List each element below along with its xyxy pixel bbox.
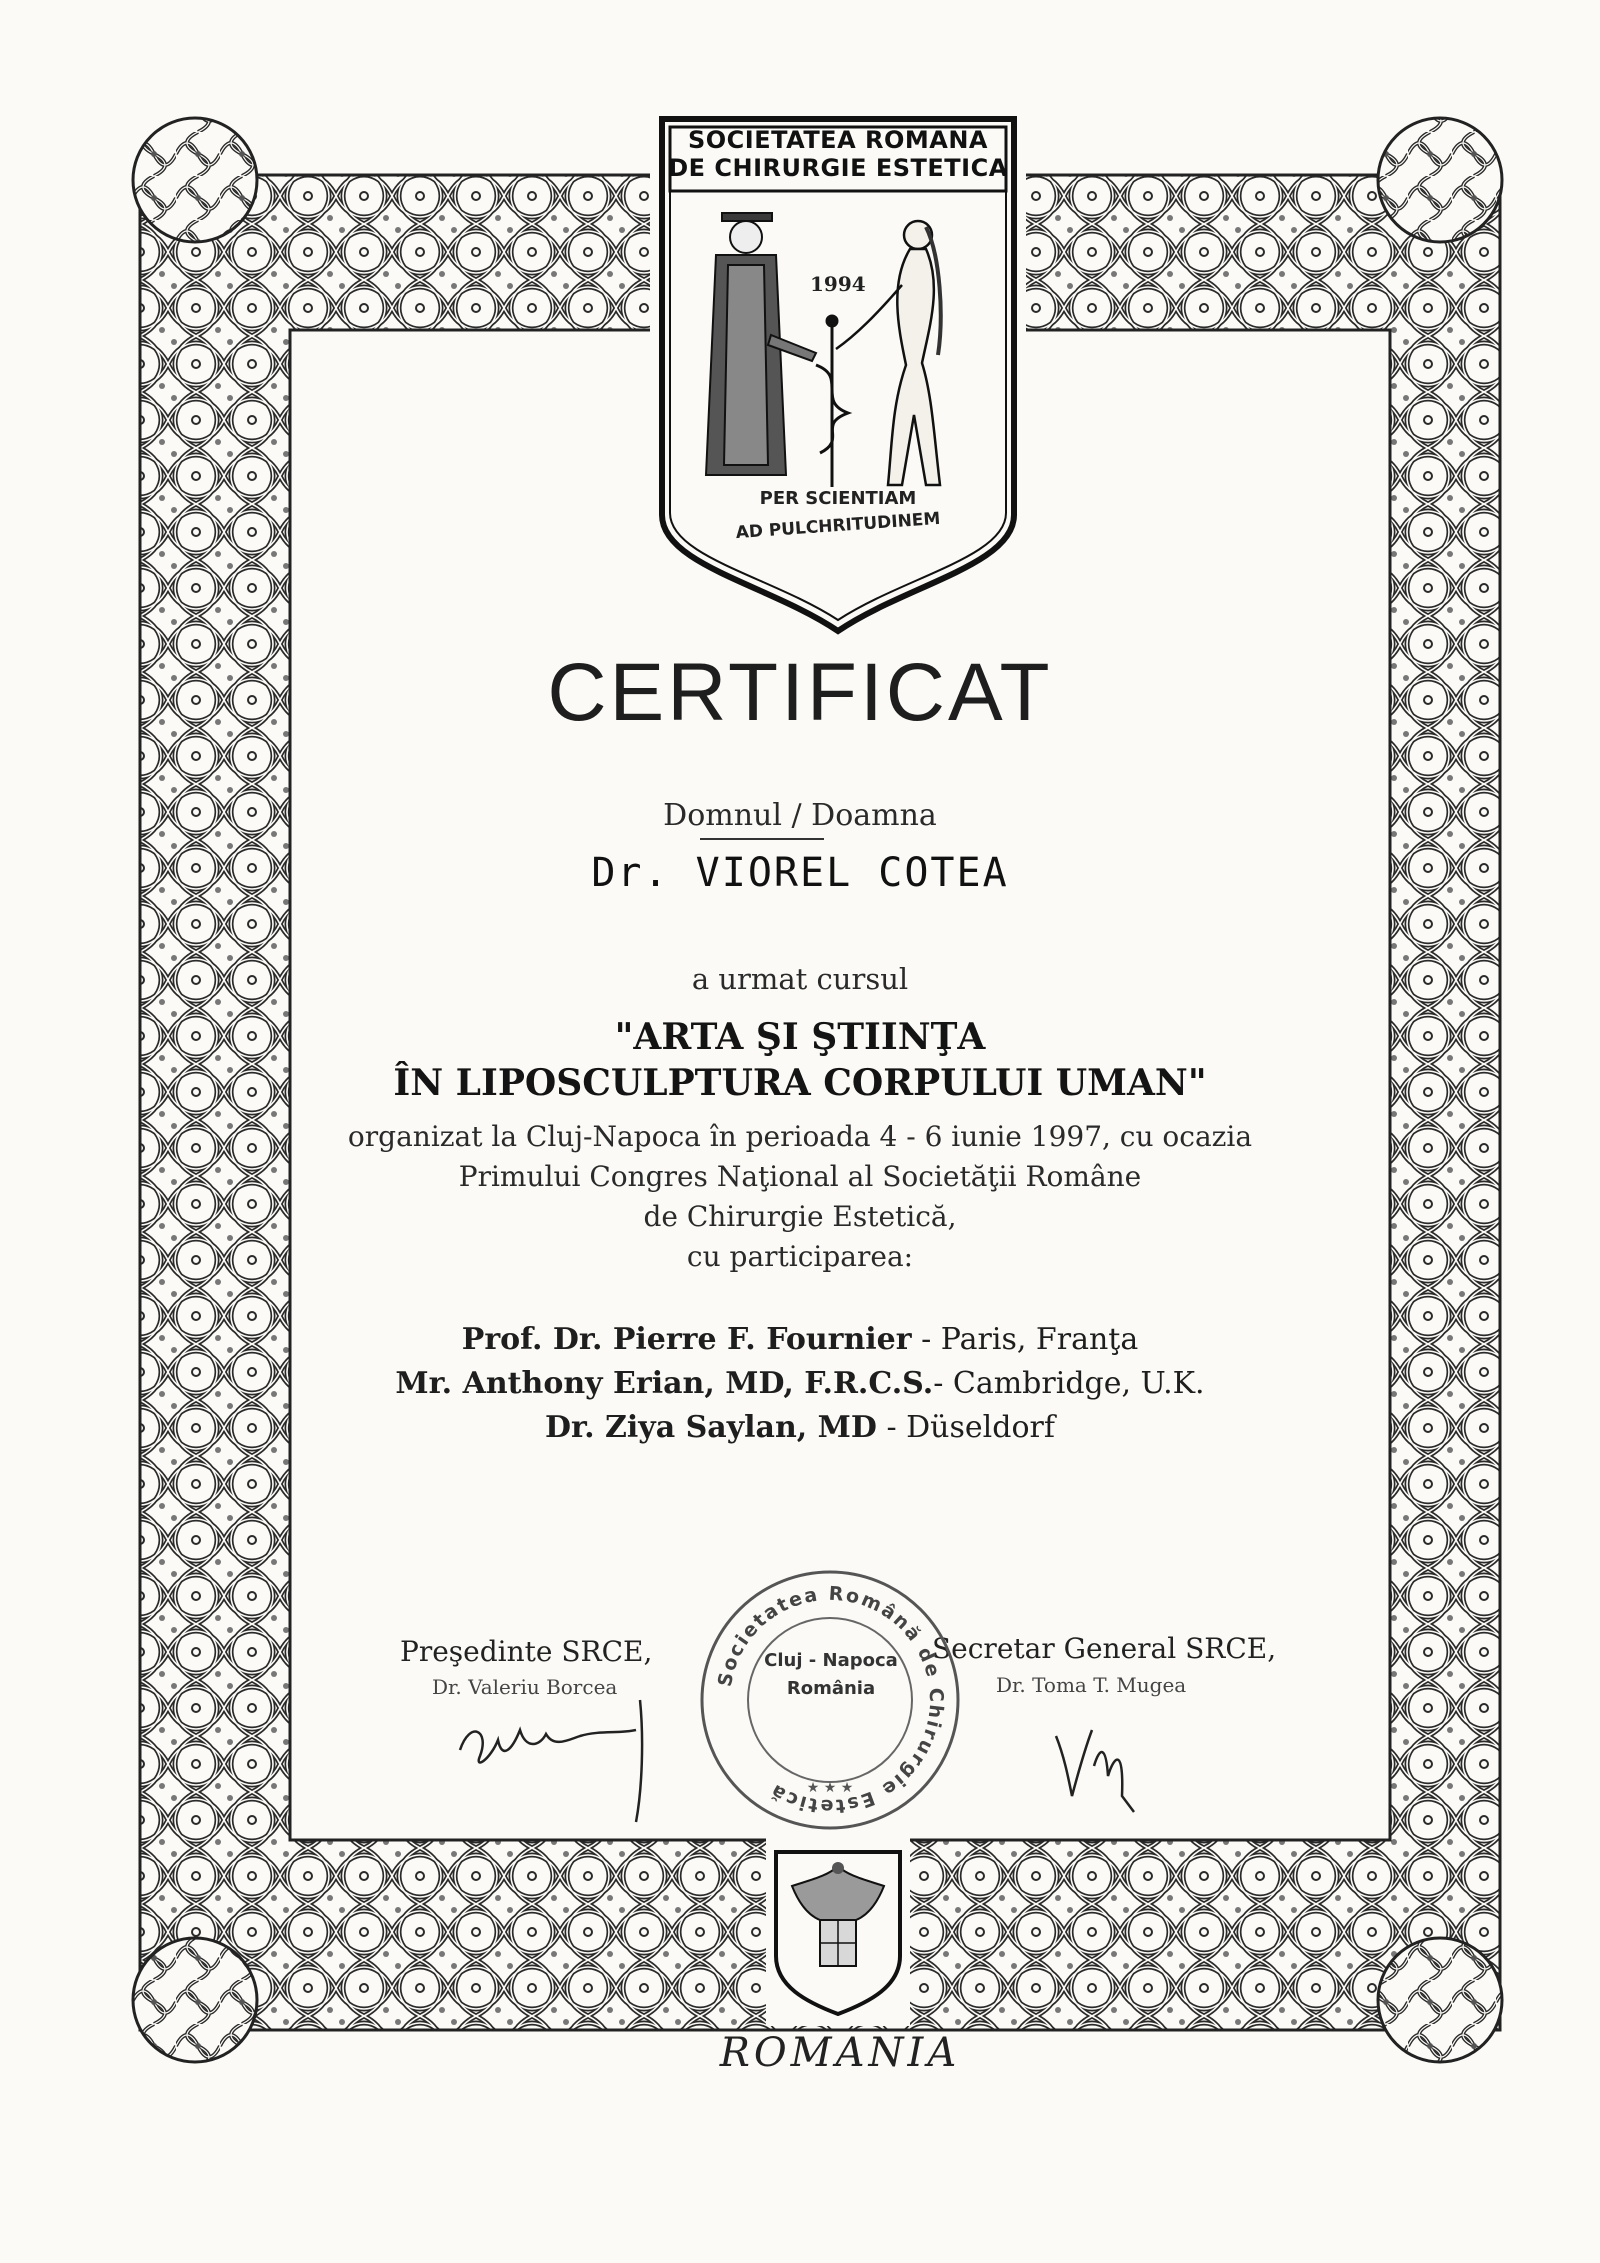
participant-1-name: Prof. Dr. Pierre F. Fournier xyxy=(461,1322,912,1357)
participant-1 xyxy=(300,1322,1300,1357)
stamp-country: România xyxy=(786,1678,876,1699)
participant-2-location: - Cambridge, U.K. xyxy=(933,1366,1205,1401)
president-title: Preşedinte SRCE, xyxy=(400,1635,653,1668)
emblem-title-line2: DE CHIRURGIE ESTETICA xyxy=(668,154,1008,182)
course-title-line2: ÎN LIPOSCULPTURA CORPULUI UMAN" xyxy=(393,1062,1207,1104)
recipient-name: Dr. VIOREL COTEA xyxy=(591,850,1009,896)
secretary-signature xyxy=(1050,1716,1160,1816)
society-emblem-shield xyxy=(656,115,1020,635)
corner-ornament-tl xyxy=(133,118,257,242)
participant-3-name: Dr. Ziya Saylan, MD xyxy=(545,1410,877,1445)
followed-course-text: a urmat cursul xyxy=(691,962,909,996)
society-round-stamp xyxy=(690,1560,970,1840)
participant-2-name: Mr. Anthony Erian, MD, F.R.C.S. xyxy=(395,1366,934,1401)
stamp-ring-text: Societatea Română de Chirurgie Estetică xyxy=(713,1582,948,1818)
secretary-title: Secretar General SRCE, xyxy=(932,1632,1277,1665)
corner-ornament-tr xyxy=(1378,118,1502,242)
emblem-title xyxy=(660,126,1016,182)
participant-3-location: - Düseldorf xyxy=(876,1410,1055,1445)
emblem-title-line1: SOCIETATEA ROMANA xyxy=(687,126,989,154)
emblem-motto-line1: PER SCIENTIAM xyxy=(759,488,917,509)
corner-ornament-br xyxy=(1378,1938,1502,2062)
body-text-line4: cu participarea: xyxy=(686,1240,914,1273)
salutation: Domnul / Doamna xyxy=(663,798,937,833)
participant-1-location: - Paris, Franţa xyxy=(911,1322,1139,1357)
participant-2 xyxy=(300,1366,1300,1401)
secretary-name: Dr. Toma T. Mugea xyxy=(996,1673,1187,1697)
body-text-line3: de Chirurgie Estetică, xyxy=(643,1200,957,1233)
emblem-motto-line2: AD PULCHRITUDINEM xyxy=(735,508,941,544)
course-title-line1: "ARTA ŞI ŞTIINŢA xyxy=(614,1016,986,1058)
stamp-city: Cluj - Napoca xyxy=(764,1650,898,1671)
corner-ornament-bl xyxy=(133,1938,257,2062)
emblem-year: 1994 xyxy=(810,272,866,296)
body-text-line1: organizat la Cluj-Napoca în perioada 4 - 6 iunie 1997, cu ocazia xyxy=(347,1120,1253,1153)
footer-romania-word: ROMANIA xyxy=(719,2030,961,2076)
svg-text:★ ★ ★: ★ ★ ★ xyxy=(806,1780,854,1796)
salutation-underline xyxy=(700,838,824,840)
coat-of-arms-icon xyxy=(770,1846,906,2016)
certificate-title: CERTIFICAT xyxy=(547,647,1053,738)
participant-3 xyxy=(300,1410,1300,1445)
president-signature xyxy=(450,1690,660,1830)
body-text-line2: Primului Congres Naţional al Societăţii Române xyxy=(458,1160,1142,1193)
president-name: Dr. Valeriu Borcea xyxy=(432,1675,618,1699)
